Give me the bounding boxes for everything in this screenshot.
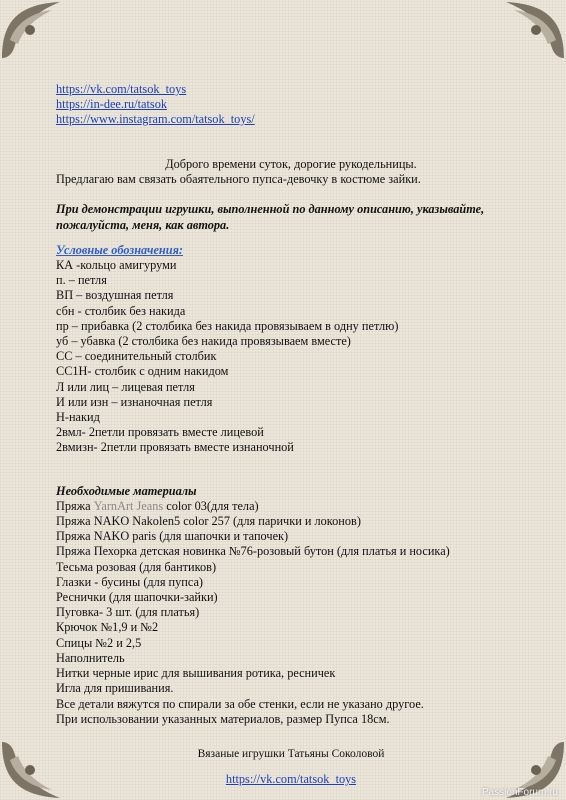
list-item bbox=[56, 499, 526, 514]
corner-ornament-icon bbox=[496, 0, 566, 60]
list-item: И или изн – изнаночная петля bbox=[56, 394, 213, 409]
author-notice: При демонстрации игрушки, выполненной по данному описанию, указывайте, пожалуйста, меня, как автора. bbox=[56, 202, 485, 232]
list-item: п. – петля bbox=[56, 273, 107, 288]
list-item: Игла для пришивания. bbox=[56, 681, 174, 696]
list-item: 2вмизн- 2петли провязать вместе изнаночной bbox=[56, 440, 294, 455]
list-item: уб – убавка (2 столбика без накида провязываем вместе) bbox=[56, 334, 351, 349]
vk-link[interactable]: https://vk.com/tatsok_toys bbox=[56, 82, 187, 96]
list-item: Н-накид bbox=[56, 410, 100, 425]
list-item: Крючок №1,9 и №2 bbox=[56, 620, 159, 635]
list-item: Наполнитель bbox=[56, 650, 125, 665]
author-footer: Вязаные игрушки Татьяны Соколовой bbox=[197, 747, 385, 760]
list-item: пр – прибавка (2 столбика без накида провязываем в одну петлю) bbox=[56, 318, 399, 333]
list-item: Нитки черные ирис для вышивания ротика, ресничек bbox=[56, 666, 336, 681]
list-item: ВП – воздушная петля bbox=[56, 288, 174, 303]
list-item: КА -кольцо амигуруми bbox=[56, 258, 177, 273]
list-item: При использовании указанных материалов, размер Пупса 18см. bbox=[56, 711, 390, 726]
material-suffix: color 03(для тела) bbox=[163, 498, 259, 513]
material-prefix: Пряжа bbox=[56, 498, 94, 513]
intro-text: Предлагаю вам связать обаятельного пупса-девочку в костюме зайки. bbox=[56, 172, 421, 187]
greeting-text: Доброго времени суток, дорогие рукодельницы. bbox=[165, 157, 417, 171]
list-item: Реснички (для шапочки-зайки) bbox=[56, 590, 218, 605]
list-item: 2вмл- 2петли провязать вместе лицевой bbox=[56, 425, 264, 440]
list-item: СС1Н- столбик с одним накидом bbox=[56, 364, 229, 379]
list-item: Все детали вяжутся по спирали за обе стенки, если не указано другое. bbox=[56, 696, 424, 711]
link-list bbox=[56, 82, 526, 127]
material-brand: YarnArt Jeans bbox=[93, 498, 164, 513]
legend-heading: Условные обозначения: bbox=[56, 242, 184, 257]
watermark-text: PassionForum.ru bbox=[481, 787, 558, 798]
list-item: Л или лиц – лицевая петля bbox=[56, 379, 195, 394]
legend-list bbox=[56, 258, 526, 456]
list-item: Тесьма розовая (для бантиков) bbox=[56, 559, 217, 574]
list-item: сбн - столбик без накида bbox=[56, 303, 186, 318]
document-page bbox=[56, 82, 526, 787]
list-item: Спицы №2 и 2,5 bbox=[56, 635, 142, 650]
list-item: Пряжа Пехорка детская новинка №76-розовый бутон (для платья и носика) bbox=[56, 544, 450, 559]
list-item: Пряжа NAKO paris (для шапочки и тапочек) bbox=[56, 529, 289, 544]
footer-vk-link[interactable]: https://vk.com/tatsok_toys bbox=[225, 772, 357, 787]
instagram-link[interactable]: https://www.instagram.com/tatsok_toys/ bbox=[56, 112, 255, 126]
materials-heading: Необходимые материалы bbox=[56, 483, 197, 498]
list-item: СС – соединительный столбик bbox=[56, 349, 217, 364]
list-item: Пуговка- 3 шт. (для платья) bbox=[56, 605, 200, 620]
materials-list bbox=[56, 499, 526, 727]
indee-link[interactable]: https://in-dee.ru/tatsok bbox=[56, 97, 167, 111]
list-item: Глазки - бусины (для пупса) bbox=[56, 574, 204, 589]
list-item: Пряжа NAKO Nakolen5 color 257 (для парички и локонов) bbox=[56, 514, 361, 529]
corner-ornament-icon bbox=[0, 0, 70, 60]
